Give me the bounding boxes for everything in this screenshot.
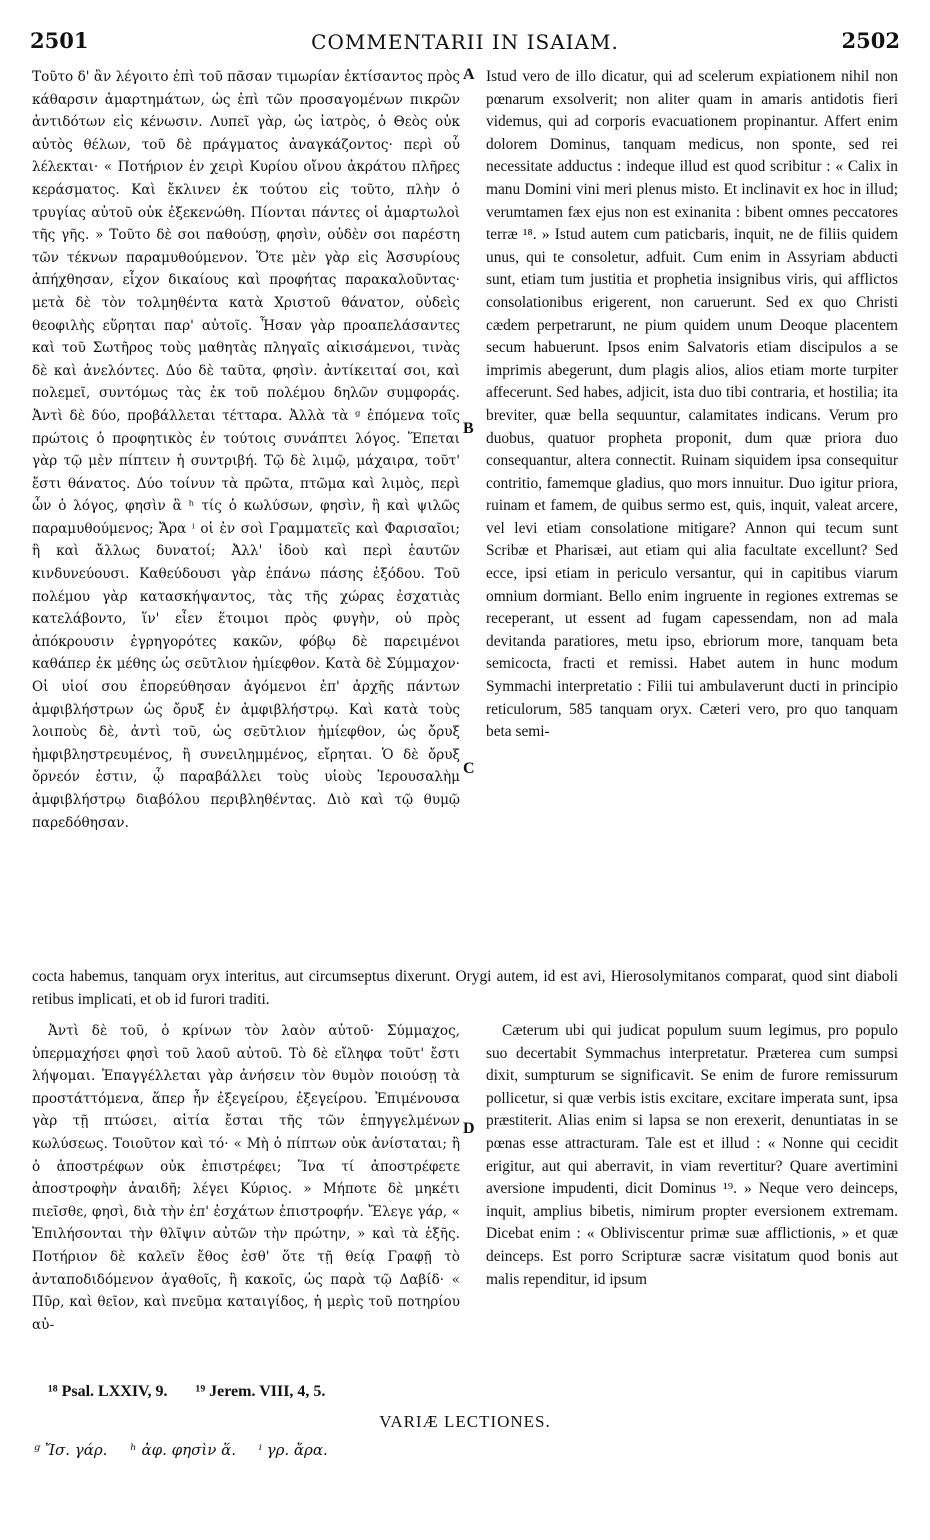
latin-paragraph: Istud vero de illo dicatur, qui ad scelerum expiationem nihil non pœnarum exsolverit; non aliter quam in amaris antidotis fieri videmus, qui ad corporis evacuationem propinantur. Affert enim dolorem Dominus, tanquam medicus, non sponte, sed rei necessitate adductus : indeque illud est quod scribitur : « Calix in manu Domini vini meri plenus misto. Et inclinavit ex hoc in illud; verumtamen fæx ejus non est exinanita : bibent omnes peccatores terræ ¹⁸. » Istud autem cum paticbaris, inquit, ne de filiis quidem unus, qui te consoletur, adfuit. Cum enim in Assyriam abducti sunt, etiam tum justitia et prophetia insignibus viris, qui afflictos consolationibus erigerent, non caruerunt. Sed ex quo Christi cædem perpetrarunt, ne pium quidem unum Deoque placentem secum habuerunt. Ipsos enim Salvatoris etiam discipulos a se imprimis abegerunt, dum plagis alios, alios etiam morte turpiter affecerunt. Sed habes, adjicit, ista duo tibi contraria, et hostilia; ita breviter, quæ bella sequuntur, calamitates indicans. Verum pro duobus, quatuor propheta proponit, dum quæ priora duo consequantur, altera connectit. Ruinam siquidem ipsa consequitur contritio, famemque gladius, quo mors innuitur. Duo igitur priora, ruinam et famem, de quibus sermo est, quis, inquit, valeat arcere, vel levi etiam consolatione mitigare? Annon qui tecum sunt Scribæ et Pharisæi, aut etiam qui alia facultate excellunt? Sed ecce, ipsi etiam in periculo versantur, qui in capitibus viarum omnium dormiant. Bello enim ingruente in regiones extremas se receperant, ut essent ad fugam capessendam, non ad mala devitanda paratiores, metu ipso, ebriorum more, tanquam beta semicocta, fracti et remissi. Habet autem in hunc modum Symmachi interpretatio : Filii tui ambulaverunt ducti in principio reticulorum, 585 tanquam oryx. Cæteri vero, pro quo tanquam beta semi- [486,68,898,741]
footnotes [48,1383,325,1401]
margin-marker-d: D [463,1120,475,1137]
margin-marker-b: B [463,420,474,437]
footnote-19: ¹⁹ Jerem. VIII, 4, 5. [195,1383,326,1400]
running-title: COMMENTARII IN ISAIAM. [311,30,619,54]
variae-lectiones [34,1441,328,1459]
greek-column-bottom [32,1020,460,1336]
variae-lectiones-title: VARIÆ LECTIONES. [379,1412,551,1431]
margin-marker-c: C [463,760,475,777]
greek-paragraph-bottom: Ἀντὶ δὲ τοῦ, ὁ κρίνων τὸν λαὸν αὐτοῦ· Σύμμαχος, ὑπερμαχήσει φησὶ τοῦ λαοῦ αὐτοῦ. Τὸ δὲ εἴληφα τοῦτ' ἔστι λήψομαι. Ἐπαγγέλλεται γὰρ ἀνήσειν τὸν θυμὸν ποιούσῃ τὰ προστάττόμενα, ἅπερ ἦν ἐξεγείρου, ἐξεγείρου. Ἐπιμένουσα γὰρ τῇ πτώσει, αἰτία ἔσται τῆς τῶν ἐπηγγελμένων κωλύσεως. Τοιοῦτον καὶ τό· « Μὴ ὁ πίπτων οὐκ ἀνίσταται; ἢ ὁ ἀποστρέφων οὐκ ἐπιστρέφει; Ἵνα τί ἀποστρέφετε ἀποστροφὴν ἀναιδῆ; λέγει Κύριος. » Μήποτε δὲ μηκέτι πιεῖσθε, φησὶ, διὰ τὴν ἐπ' ἐσχάτων ἐπιστροφήν. Ἔλεγε γάρ, « Ἐπιλήσονται τὴν θλῖψιν αὐτῶν τὴν πρώτην, » καὶ τὰ ἑξῆς. Ποτήριον δὲ καλεῖν ἔθος ἐσθ' ὅτε τῇ θείᾳ Γραφῇ τὸ ἀνταποδιδόμενον ἀγαθοῖς, ἢ κακοῖς, ὡς παρὰ τῷ Δαβίδ· « Πῦρ, καὶ θεῖον, καὶ πνεῦμα καταιγίδος, ἡ μερὶς τοῦ ποτηρίου αὐ- [32,1023,460,1333]
page-header [30,28,900,58]
full-width-continuation [32,966,898,1011]
continuation-text: cocta habemus, tanquam oryx interitus, aut circumseptus dixerunt. Orygi autem, id est avi, Hierosolymitanos comparat, quod sint diaboli retibus implicati, et ob id furori traditi. [32,968,898,1008]
variant-g: ᵍ Ἴσ. γάρ. [34,1441,108,1459]
footnote-18: ¹⁸ Psal. LXXIV, 9. [48,1383,168,1400]
margin-marker-a: A [463,66,475,83]
variant-i: ⁱ γρ. ἄρα. [258,1441,328,1459]
latin-paragraph-bottom: Cæterum ubi qui judicat populum suum legimus, pro populo suo decertabit Symmachus interpretatur. Præterea cum sumpsi dixit, sumpturum se significavit. Se enim de furore remissurum pollicetur, si quæ verbis istis excitare, excitare imperata sunt, ipsa præstiterit. Alias enim si lapsa se non erexerit, denuntiatas in se pœnas esse attracturam. Tale est et illud : « Nonne qui cecidit erigitur, aut qui aberravit, in viam revertitur? Quare avertimini aversione impudenti, dicit Dominus ¹⁹. » Neque vero deinceps, inquit, amplius bibetis, nimirum propter eversionem extremam. Dicebat enim : « Obliviscentur primæ suæ afflictionis, » et quæ deinceps. Est porro Scripturæ sacræ visitatum quod bonis aut malis rependitur, id ipsum [486,1022,898,1288]
variant-h: ʰ ἀφ. φησὶν ἅ. [130,1441,237,1459]
page-number-right: 2502 [841,28,900,53]
latin-column-top [486,66,898,744]
page-number-left: 2501 [30,28,89,53]
greek-column-top [32,66,460,834]
greek-paragraph: Τοῦτο δ' ἂν λέγοιτο ἐπὶ τοῦ πᾶσαν τιμωρίαν ἐκτίσαντος πρὸς κάθαρσιν ἁμαρτημάτων, ὡς ἐπὶ τῶν προσαγομένων πικρῶν ἀντιδότων εἰς κένωσιν. Λυπεῖ γὰρ, ὡς ἰατρὸς, ὁ Θεὸς οὐκ αὐτὸς θέλων, τοῦ δὲ πράγματος ἀναγκάζοντος· περὶ οὗ λέλεκται· « Ποτήριον ἐν χειρὶ Κυρίου οἴνου ἀκράτου πλῆρες κεράσματος. Καὶ ἔκλινεν ἐκ τούτου εἰς τοῦτο, πλὴν ὁ τρυγίας αὐτοῦ οὐκ ἐξεκενώθη. Πίονται πάντες οἱ ἁμαρτωλοὶ τῆς γῆς. » Τοῦτο δὲ σοι παθούσῃ, φησὶν, οὐδὲν σοι παρέστη τῶν τέκνων παραμυθούμενον. Ὅτε μὲν γὰρ εἰς Ἀσσυρίους ἀπήχθησαν, εἶχον δικαίους καὶ προφήτας παρακαλοῦντας· μετὰ δὲ τὸν τολμηθέντα κατὰ Χριστοῦ θάνατον, οὐδεὶς θεοφιλὴς εὕρηται παρ' αὐτοῖς. Ἦσαν γὰρ προαπελάσαντες καὶ τοῦ Σωτῆρος τοὺς μαθητὰς πληγαῖς αἰκισάμενοι, τινὰς δὲ καὶ ἀνελόντες. Δύο δὲ ταῦτα, φησὶν. ἀντίκειταί σοι, καὶ πολεμεῖ, συντόμως τὰς ἐκ τοῦ πολέμου δηλῶν συμφοράς. Ἀντὶ δὲ δύο, προβάλλεται τέτταρα. Ἀλλὰ τὰ ᵍ ἑπόμενα τοῖς πρώτοις ὁ προφητικὸς ἐν τούτοις συνάπτει λόγος. Ἕπεται γὰρ τῷ μὲν πίπτειν ἡ συντριβή. Τῷ δὲ λιμῷ, μάχαιρα, τοῦτ' ἔστι θάνατος. Δύο τοίνυν τὰ πρῶτα, πτῶμα καὶ λιμὸς, περὶ ὧν ὁ λόγος, φησὶν ἃ ʰ τίς ὁ κωλύσων, φησὶν, ἢ καὶ ψιλῶς παραμυθούμενος; Ἄρα ⁱ οἱ ἐν σοὶ Γραμματεῖς καὶ Φαρισαῖοι; ἢ καὶ ἄλλως δυνατοί; Ἀλλ' ἰδοὺ καὶ περὶ ἑαυτῶν κινδυνεύουσι. Καθεύδουσι γὰρ ἐπάνω πάσης ἐξόδου. Τοῦ πολέμου γὰρ κατασκήψαντος, τὰς τῆς χώρας ἐσχατιὰς κατελάβοντο, ἵν' εἶεν ἕτοιμοι πρὸς φυγὴν, οὐ πρὸς ἀπόκρουσιν ἐγρηγορότες κακῶν, φόβῳ δὲ παρειμένοι καθάπερ ἐκ μέθης ὡς σεῦτλιον ἡμίεφθον. Κατὰ δὲ Σύμμαχον· Οἱ υἱοί σου ἐπορεύθησαν ἀγόμενοι ἐπ' ἀρχῆς πάντων ἀμφιβλήστρων ὡς ὄρυξ ἐν ἀμφιβλήστρῳ. Καὶ κατὰ τοὺς λοιποὺς δὲ, ἀντὶ τοῦ, ὡς σεῦτλιον ἡμίεφθον, ὡς ὄρυξ ἠμφιβληστρευμένος, ἢ συνειλημμένος, εἴρηται. Ὁ δὲ ὄρυξ ὄρνεόν ἐστιν, ᾧ παραβάλλει τοὺς υἱοὺς Ἱερουσαλὴμ ἀμφιβλήστρῳ διαβόλου περιβληθέντας. Διὸ καὶ τῷ θυμῷ παρεδόθησαν. [32,69,460,831]
latin-column-bottom [486,1020,898,1291]
